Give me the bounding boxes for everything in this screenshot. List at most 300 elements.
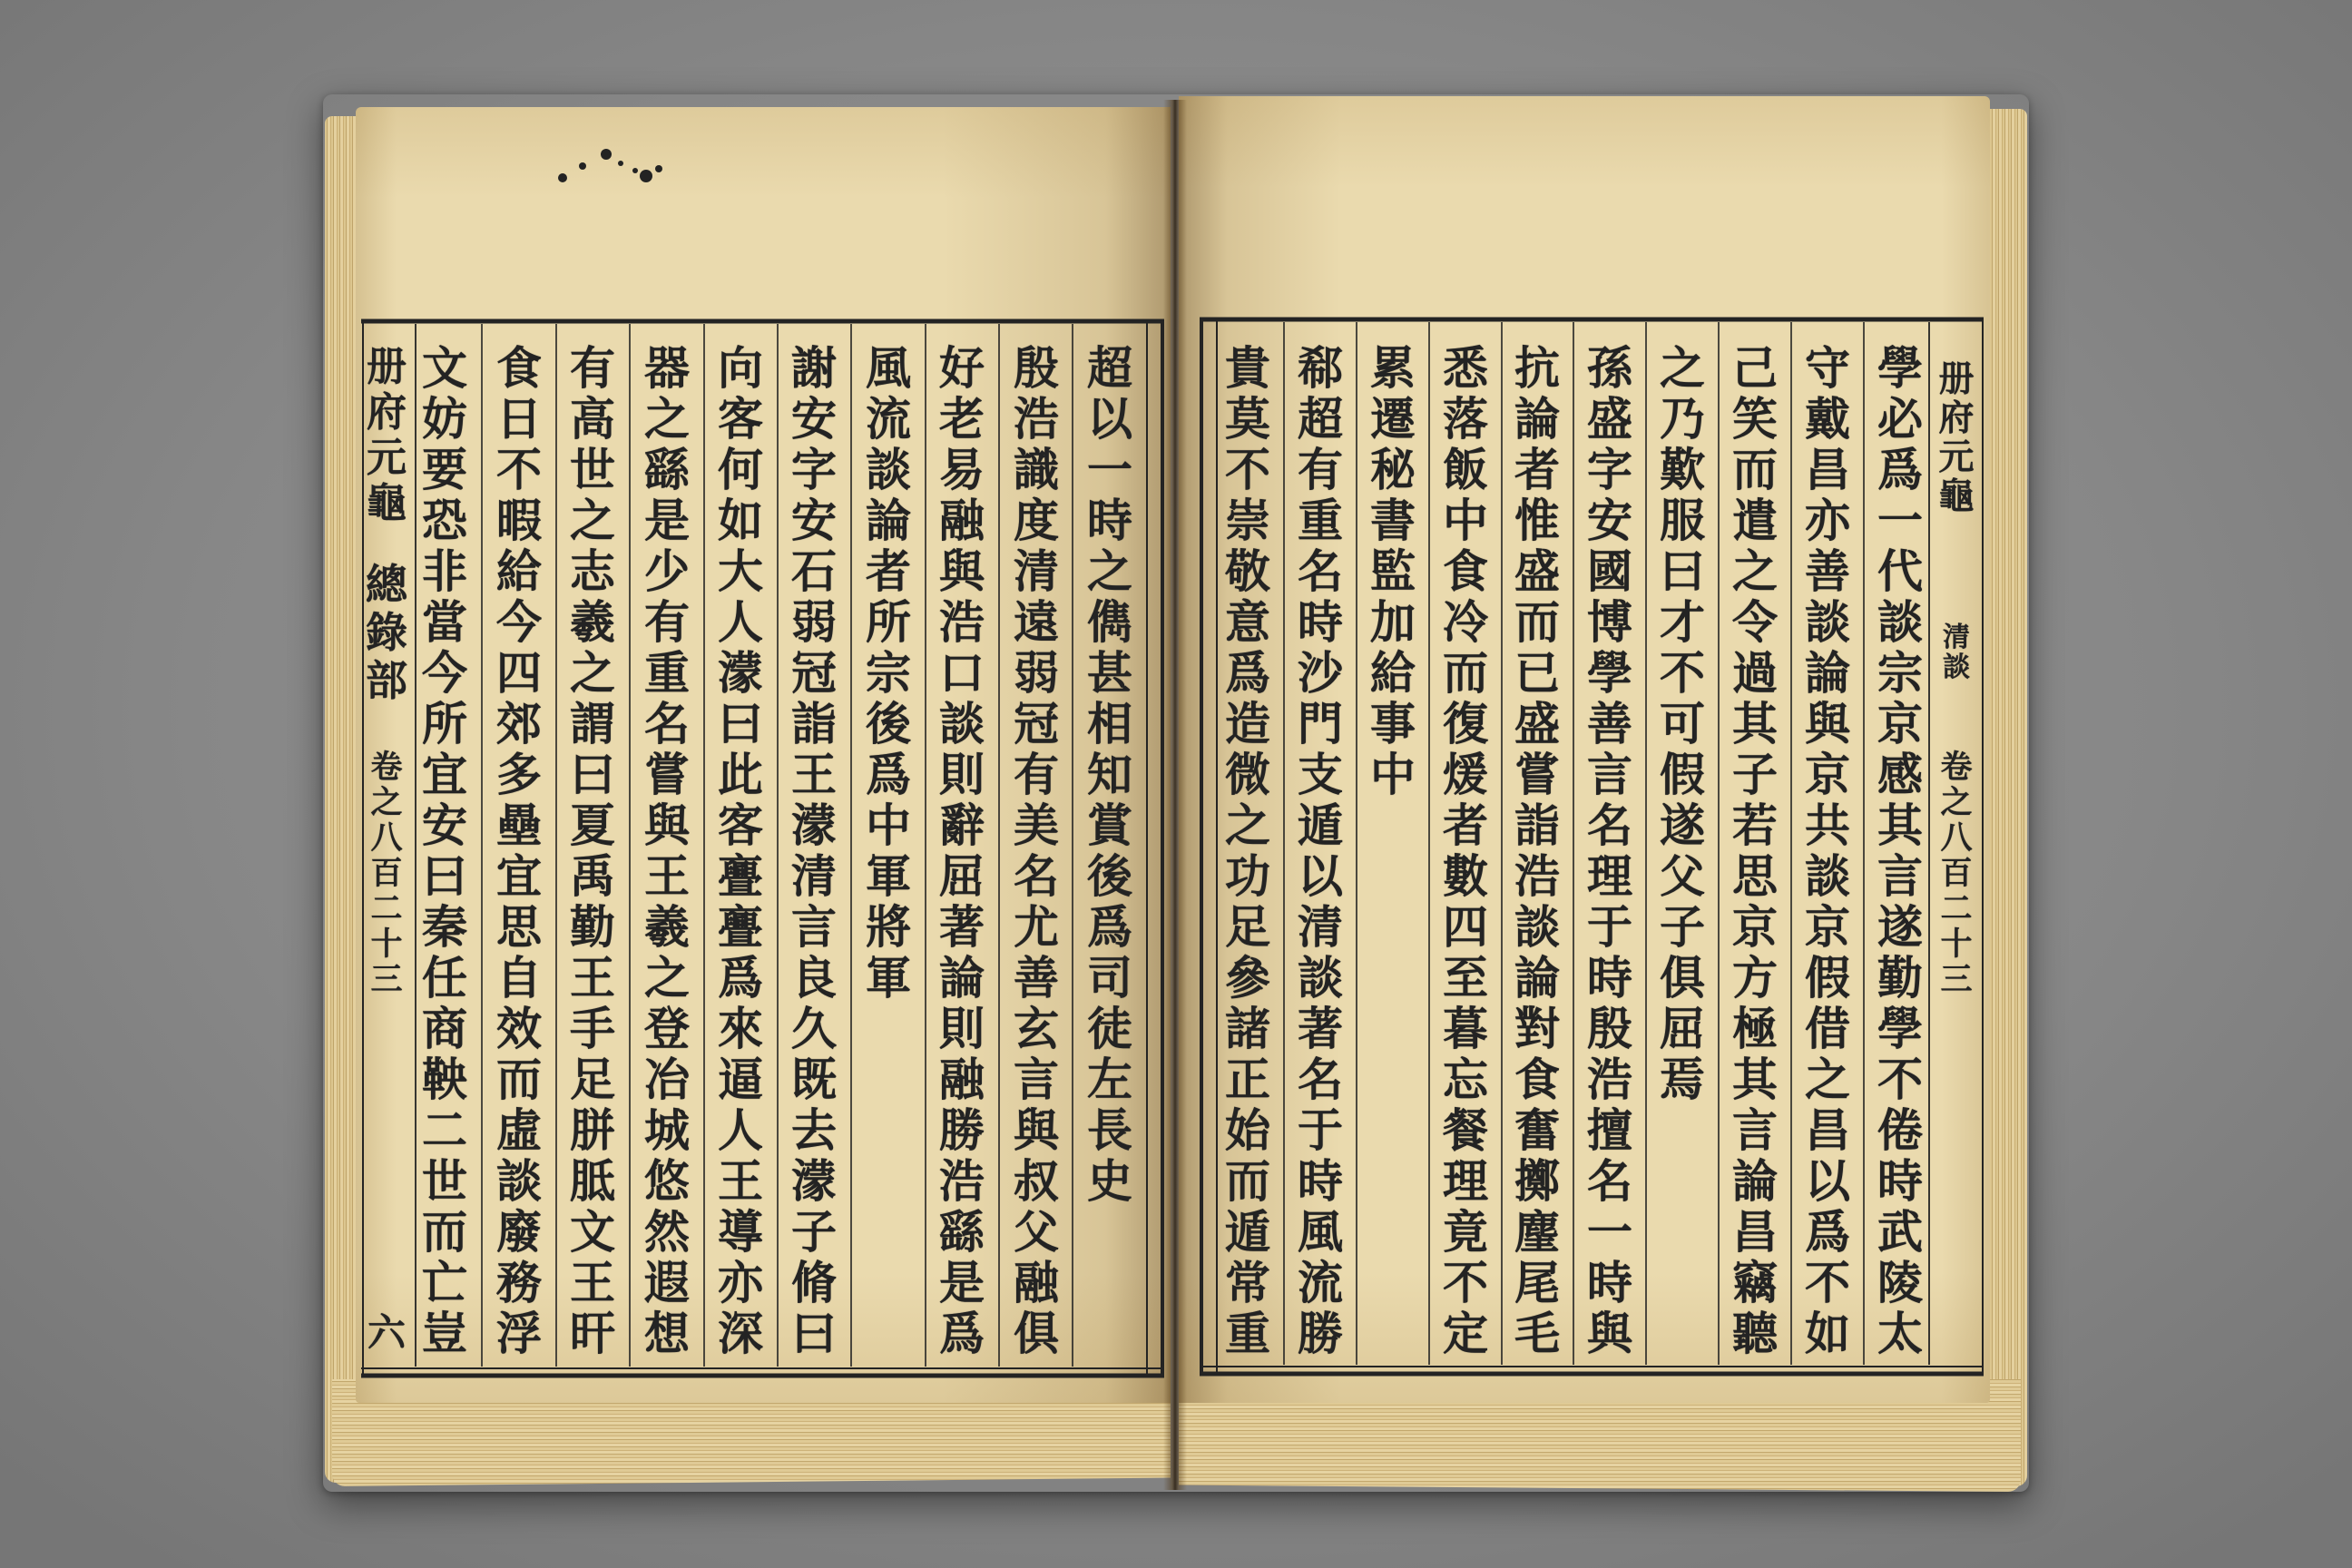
character: 龜: [367, 481, 407, 526]
character: 談: [1298, 953, 1343, 1004]
character: 嘗: [1514, 750, 1560, 800]
character: 若: [1732, 800, 1778, 851]
character: 自: [496, 953, 542, 1004]
character: 而: [496, 1054, 542, 1105]
character: 與: [1587, 1308, 1632, 1359]
character: 談: [1805, 851, 1850, 902]
character: 代: [1877, 546, 1923, 597]
character: 中: [1370, 750, 1416, 800]
character: 世: [422, 1156, 467, 1207]
character: 爲: [866, 750, 911, 800]
character: 昌: [1805, 1105, 1850, 1156]
character: 司: [1087, 953, 1132, 1004]
character: 言: [1732, 1105, 1778, 1156]
character: 事: [1370, 699, 1416, 750]
character: 崇: [1225, 495, 1270, 546]
character: 造: [1225, 699, 1270, 750]
right-page-stack-edge: [1984, 109, 2027, 1486]
character: 石: [791, 546, 837, 597]
character: 名: [1298, 1054, 1343, 1105]
character: 今: [496, 597, 542, 648]
character: 百: [370, 856, 403, 891]
character: 濛: [791, 800, 837, 851]
text-column: [1866, 343, 1935, 1359]
character: 擅: [1587, 1105, 1632, 1156]
character: 時: [1587, 953, 1632, 1004]
character: 毛: [1514, 1308, 1560, 1359]
character: 深: [718, 1308, 763, 1359]
text-column: [706, 343, 775, 1359]
character: 部: [366, 657, 407, 705]
character: 遷: [1370, 394, 1416, 445]
text-column: [1503, 343, 1572, 1359]
character: 日: [496, 394, 542, 445]
character: 效: [496, 1004, 542, 1054]
text-column: [1720, 343, 1789, 1359]
character: 遁: [1298, 800, 1343, 851]
character: 支: [1298, 750, 1343, 800]
character: 冷: [1443, 597, 1488, 648]
character: 假: [1805, 953, 1850, 1004]
character: 談: [1877, 597, 1923, 648]
character: 長: [1087, 1105, 1132, 1156]
character: 志: [570, 546, 615, 597]
character: 己: [1732, 343, 1778, 394]
character: 手: [570, 1004, 615, 1054]
character: 著: [939, 902, 985, 953]
character: 繇: [939, 1207, 985, 1258]
character: 卷: [1940, 750, 1973, 785]
character: 太: [1877, 1308, 1923, 1359]
character: 想: [644, 1308, 690, 1359]
character: 儁: [1087, 597, 1132, 648]
character: 清: [791, 851, 837, 902]
character: 之: [570, 495, 615, 546]
character: 而: [1443, 648, 1488, 699]
character: 宗: [1877, 648, 1923, 699]
character: 麈: [1514, 1207, 1560, 1258]
character: 如: [718, 495, 763, 546]
margin-book-title: [365, 345, 408, 526]
character: 亦: [718, 1258, 763, 1308]
character: 昌: [1805, 445, 1850, 495]
character: 錄: [366, 609, 407, 657]
character: 之: [370, 785, 403, 820]
character: 安: [791, 394, 837, 445]
character: 而: [1732, 445, 1778, 495]
character: 歎: [1660, 445, 1705, 495]
character: 爲: [718, 953, 763, 1004]
character: 言: [1877, 851, 1923, 902]
character: 字: [791, 445, 837, 495]
character: 重: [1225, 1308, 1270, 1359]
character: 談: [1805, 597, 1850, 648]
character: 談: [866, 445, 911, 495]
character: 子: [1660, 902, 1705, 953]
character: 四: [1443, 902, 1488, 953]
character: 服: [1660, 495, 1705, 546]
character: 理: [1443, 1156, 1488, 1207]
character: 客: [718, 394, 763, 445]
character: 悠: [644, 1156, 690, 1207]
character: 極: [1732, 1004, 1778, 1054]
character: 善: [1014, 953, 1059, 1004]
text-column: [632, 343, 701, 1359]
character: 爲: [939, 1308, 985, 1359]
character: 册: [367, 345, 407, 390]
character: 安: [1587, 495, 1632, 546]
character: 重: [644, 648, 690, 699]
character: 勤: [570, 902, 615, 953]
character: 沙: [1298, 648, 1343, 699]
character: 相: [1087, 699, 1132, 750]
character: 則: [939, 1004, 985, 1054]
character: 勤: [1877, 953, 1923, 1004]
character: 假: [1660, 750, 1705, 800]
character: 談: [1943, 652, 1970, 682]
character: 八: [370, 820, 403, 856]
character: 暮: [1443, 1004, 1488, 1054]
character: 不: [1443, 1258, 1488, 1308]
character: 府: [1938, 399, 1975, 438]
character: 妨: [422, 394, 467, 445]
character: 字: [1587, 445, 1632, 495]
character: 意: [1225, 597, 1270, 648]
character: 不: [1877, 1054, 1923, 1105]
character: 八: [1940, 820, 1973, 856]
character: 二: [1940, 891, 1973, 926]
character: 爲: [1805, 1207, 1850, 1258]
character: 論: [939, 953, 985, 1004]
character: 思: [1732, 851, 1778, 902]
character: 將: [866, 902, 911, 953]
margin-section-title: [365, 561, 408, 705]
character: 之: [1660, 343, 1705, 394]
character: 屈: [939, 851, 985, 902]
character: 勝: [1298, 1308, 1343, 1359]
character: 超: [1087, 343, 1132, 394]
character: 胼: [570, 1105, 615, 1156]
character: 郊: [496, 699, 542, 750]
character: 亡: [422, 1258, 467, 1308]
character: 累: [1370, 343, 1416, 394]
character: 客: [718, 800, 763, 851]
character: 來: [718, 1004, 763, 1054]
character: 至: [1443, 953, 1488, 1004]
text-column: [1286, 343, 1355, 1359]
character: 足: [1225, 902, 1270, 953]
character: 王: [644, 851, 690, 902]
character: 亦: [1805, 495, 1850, 546]
character: 所: [422, 699, 467, 750]
character: 向: [718, 343, 763, 394]
character: 人: [718, 597, 763, 648]
character: 論: [1514, 394, 1560, 445]
character: 論: [1514, 953, 1560, 1004]
character: 倦: [1877, 1105, 1923, 1156]
character: 商: [422, 1004, 467, 1054]
character: 焉: [1660, 1054, 1705, 1105]
character: 貴: [1225, 343, 1270, 394]
character: 之: [1087, 546, 1132, 597]
character: 陵: [1877, 1258, 1923, 1308]
character: 定: [1443, 1308, 1488, 1359]
character: 不: [496, 445, 542, 495]
character: 著: [1298, 1004, 1343, 1054]
character: 食: [496, 343, 542, 394]
character: 浩: [939, 1156, 985, 1207]
character: 辭: [939, 800, 985, 851]
character: 王: [570, 1258, 615, 1308]
character: 而: [1225, 1156, 1270, 1207]
character: 不: [1225, 445, 1270, 495]
character: 元: [1938, 438, 1975, 477]
character: 所: [866, 597, 911, 648]
character: 超: [1298, 394, 1343, 445]
character: 奮: [1514, 1105, 1560, 1156]
character: 嘗: [644, 750, 690, 800]
character: 城: [644, 1105, 690, 1156]
character: 良: [791, 953, 837, 1004]
character: 任: [422, 953, 467, 1004]
character: 三: [1940, 962, 1973, 997]
character: 好: [939, 343, 985, 394]
character: 三: [370, 962, 403, 997]
character: 于: [1587, 902, 1632, 953]
character: 加: [1370, 597, 1416, 648]
character: 要: [422, 445, 467, 495]
character: 弱: [791, 597, 837, 648]
character: 論: [1732, 1156, 1778, 1207]
text-column: [779, 343, 848, 1359]
character: 元: [367, 436, 407, 481]
character: 之: [570, 648, 615, 699]
character: 徒: [1087, 1004, 1132, 1054]
character: 書: [1370, 495, 1416, 546]
character: 過: [1732, 648, 1778, 699]
character: 禹: [570, 851, 615, 902]
character: 後: [1087, 851, 1132, 902]
character: 京: [1877, 699, 1923, 750]
character: 足: [570, 1054, 615, 1105]
character: 清: [1014, 546, 1059, 597]
character: 與: [644, 800, 690, 851]
character: 易: [939, 445, 985, 495]
character: 玄: [1014, 1004, 1059, 1054]
character: 多: [496, 750, 542, 800]
character: 有: [1014, 750, 1059, 800]
character: 何: [718, 445, 763, 495]
character: 共: [1805, 800, 1850, 851]
character: 善: [1587, 699, 1632, 750]
character: 高: [570, 394, 615, 445]
character: 盛: [1587, 394, 1632, 445]
character: 曰: [422, 851, 467, 902]
character: 勝: [939, 1105, 985, 1156]
character: 論: [1805, 648, 1850, 699]
character: 宜: [496, 851, 542, 902]
character: 可: [1660, 699, 1705, 750]
character: 清: [1298, 902, 1343, 953]
character: 謝: [791, 343, 837, 394]
character: 思: [496, 902, 542, 953]
character: 史: [1087, 1156, 1132, 1207]
character: 融: [939, 1054, 985, 1105]
character: 人: [718, 1105, 763, 1156]
character: 遐: [644, 1258, 690, 1308]
character: 擲: [1514, 1156, 1560, 1207]
text-column: [1648, 343, 1717, 1105]
character: 之: [1225, 800, 1270, 851]
character: 時: [1298, 1156, 1343, 1207]
character: 導: [718, 1207, 763, 1258]
character: 食: [1443, 546, 1488, 597]
character: 參: [1225, 953, 1270, 1004]
character: 中: [1443, 495, 1488, 546]
character: 曰: [718, 699, 763, 750]
character: 美: [1014, 800, 1059, 851]
character: 叔: [1014, 1156, 1059, 1207]
character: 曰: [1660, 546, 1705, 597]
character: 少: [644, 546, 690, 597]
character: 令: [1732, 597, 1778, 648]
character: 惟: [1514, 495, 1560, 546]
character: 文: [570, 1207, 615, 1258]
character: 談: [1514, 902, 1560, 953]
character: 暇: [496, 495, 542, 546]
character: 名: [1014, 851, 1059, 902]
character: 二: [422, 1105, 467, 1156]
character: 脩: [791, 1258, 837, 1308]
character: 曰: [570, 750, 615, 800]
character: 流: [1298, 1258, 1343, 1308]
character: 其: [1732, 1054, 1778, 1105]
character: 去: [791, 1105, 837, 1156]
text-column: [1358, 343, 1427, 800]
character: 遂: [1660, 800, 1705, 851]
margin-volume-number: [365, 750, 408, 997]
character: 之: [1732, 546, 1778, 597]
character: 是: [939, 1258, 985, 1308]
character: 言: [1014, 1054, 1059, 1105]
character: 四: [496, 648, 542, 699]
character: 微: [1225, 750, 1270, 800]
character: 聽: [1732, 1308, 1778, 1359]
character: 王: [570, 953, 615, 1004]
character: 盛: [1514, 546, 1560, 597]
character: 談: [496, 1156, 542, 1207]
character: 京: [1805, 902, 1850, 953]
character: 壘: [496, 800, 542, 851]
character: 非: [422, 546, 467, 597]
character: 一: [1587, 1207, 1632, 1258]
character: 忘: [1443, 1054, 1488, 1105]
character: 之: [1805, 1054, 1850, 1105]
character: 給: [1370, 648, 1416, 699]
character: 風: [866, 343, 911, 394]
character: 是: [644, 495, 690, 546]
margin-volume-number: [1935, 750, 1978, 997]
character: 重: [1298, 495, 1343, 546]
character: 乃: [1660, 394, 1705, 445]
character: 口: [939, 648, 985, 699]
character: 落: [1443, 394, 1488, 445]
character: 以: [1805, 1156, 1850, 1207]
character: 浩: [1014, 394, 1059, 445]
character: 昌: [1732, 1207, 1778, 1258]
character: 竊: [1732, 1258, 1778, 1308]
character: 夏: [570, 800, 615, 851]
character: 之: [1940, 785, 1973, 820]
character: 融: [939, 495, 985, 546]
character: 弱: [1014, 648, 1059, 699]
character: 登: [644, 1004, 690, 1054]
character: 殷: [1587, 1004, 1632, 1054]
margin-book-title: [1935, 360, 1978, 516]
character: 然: [644, 1207, 690, 1258]
character: 學: [1877, 343, 1923, 394]
character: 尾: [1514, 1258, 1560, 1308]
character: 孫: [1587, 343, 1632, 394]
character: 清: [1943, 622, 1970, 652]
character: 總: [366, 561, 407, 609]
character: 名: [1298, 546, 1343, 597]
character: 復: [1443, 699, 1488, 750]
character: 言: [1587, 750, 1632, 800]
character: 龜: [1938, 477, 1975, 516]
character: 恐: [422, 495, 467, 546]
character: 與: [1014, 1105, 1059, 1156]
character: 左: [1087, 1054, 1132, 1105]
character: 軍: [866, 851, 911, 902]
character: 餐: [1443, 1105, 1488, 1156]
character: 器: [644, 343, 690, 394]
text-column: [558, 343, 627, 1359]
character: 莫: [1225, 394, 1270, 445]
character: 羲: [570, 597, 615, 648]
character: 戴: [1805, 394, 1850, 445]
character: 功: [1225, 851, 1270, 902]
character: 悉: [1443, 343, 1488, 394]
character: 廢: [496, 1207, 542, 1258]
character: 十: [1940, 926, 1973, 962]
character: 此: [718, 750, 763, 800]
character: 六: [367, 1310, 406, 1355]
character: 冠: [1014, 699, 1059, 750]
character: 濛: [718, 648, 763, 699]
character: 父: [1014, 1207, 1059, 1258]
character: 爲: [1087, 902, 1132, 953]
character: 不: [1805, 1258, 1850, 1308]
character: 府: [367, 390, 407, 436]
character: 亹: [718, 902, 763, 953]
character: 郗: [1298, 343, 1343, 394]
character: 國: [1587, 546, 1632, 597]
character: 方: [1732, 953, 1778, 1004]
character: 其: [1877, 800, 1923, 851]
character: 借: [1805, 1004, 1850, 1054]
character: 遁: [1225, 1207, 1270, 1258]
character: 爲: [1225, 648, 1270, 699]
character: 俱: [1660, 953, 1705, 1004]
character: 豈: [422, 1308, 467, 1359]
character: 竟: [1443, 1207, 1488, 1258]
character: 俱: [1014, 1308, 1059, 1359]
character: 笑: [1732, 394, 1778, 445]
character: 飯: [1443, 445, 1488, 495]
character: 才: [1660, 597, 1705, 648]
character: 中: [866, 800, 911, 851]
